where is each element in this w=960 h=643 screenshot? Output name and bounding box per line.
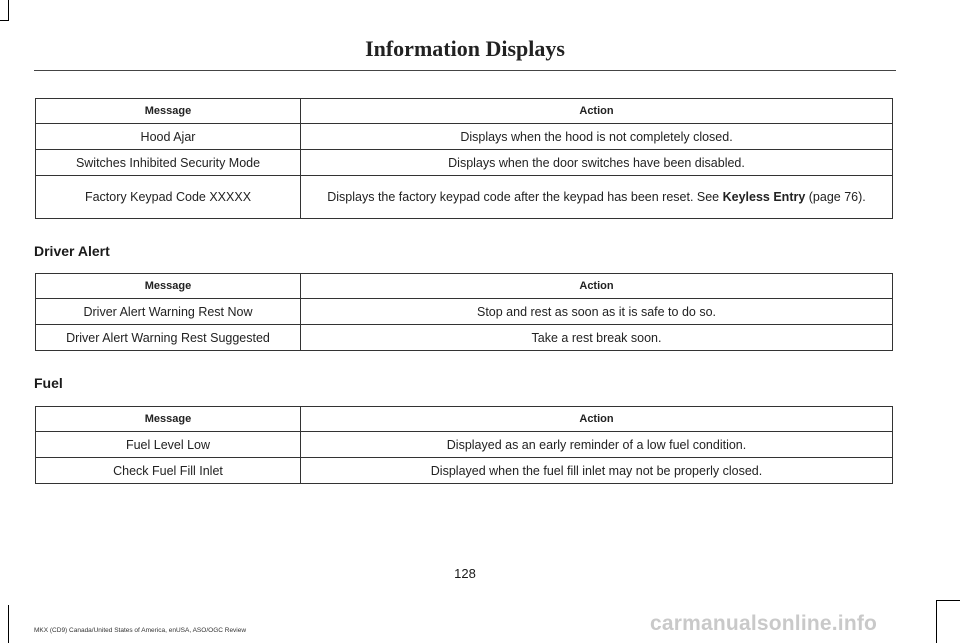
- table-row: [36, 299, 893, 325]
- message-cell: Switches Inhibited Security Mode: [36, 150, 301, 176]
- table-header-row: [36, 99, 893, 124]
- table-row: [36, 176, 893, 219]
- message-cell: Check Fuel Fill Inlet: [36, 458, 301, 484]
- table-row: [36, 432, 893, 458]
- action-cell: Displayed as an early reminder of a low fuel condition.: [301, 432, 893, 458]
- table-row: [36, 325, 893, 351]
- page-title: Information Displays: [365, 36, 565, 61]
- section-heading-fuel: Fuel: [34, 375, 63, 391]
- message-table-fuel: [35, 406, 893, 484]
- title-divider: [34, 70, 896, 71]
- action-cell: Take a rest break soon.: [301, 325, 893, 351]
- document-info: MKX (CD9) Canada/United States of America, enUSA, ASO/OGC Review: [34, 627, 247, 634]
- column-header-message: Message: [36, 407, 301, 432]
- message-cell: Driver Alert Warning Rest Suggested: [36, 325, 301, 351]
- watermark: carmanualsonline.info: [650, 612, 878, 635]
- crop-mark-top-left-h: [0, 20, 9, 21]
- action-cell: Displays when the hood is not completely closed.: [301, 124, 893, 150]
- table-row: [36, 458, 893, 484]
- crop-mark-bottom-right-h: [936, 600, 960, 601]
- column-header-message: Message: [36, 274, 301, 299]
- keyless-entry-link[interactable]: Keyless Entry: [722, 190, 806, 204]
- column-header-message: Message: [36, 99, 301, 124]
- action-cell: Displays when the door switches have been disabled.: [301, 150, 893, 176]
- column-header-action: Action: [301, 274, 893, 299]
- message-cell: Factory Keypad Code XXXXX: [36, 176, 301, 219]
- crop-mark-bottom-right-v: [936, 600, 937, 643]
- message-table-driver-alert: [35, 273, 893, 351]
- table-header-row: [36, 407, 893, 432]
- message-table-general: [35, 98, 893, 219]
- crop-mark-top-left-v: [8, 0, 9, 20]
- page-reference: (page 76).: [805, 190, 866, 204]
- action-text: Displays the factory keypad code after the keypad has been reset. See: [327, 190, 723, 204]
- table-row: [36, 124, 893, 150]
- section-heading-driver-alert: Driver Alert: [34, 243, 110, 259]
- action-cell: [301, 176, 893, 219]
- message-cell: Hood Ajar: [36, 124, 301, 150]
- message-cell: Driver Alert Warning Rest Now: [36, 299, 301, 325]
- column-header-action: Action: [301, 407, 893, 432]
- message-cell: Fuel Level Low: [36, 432, 301, 458]
- table-header-row: [36, 274, 893, 299]
- action-cell: Stop and rest as soon as it is safe to do so.: [301, 299, 893, 325]
- table-row: [36, 150, 893, 176]
- column-header-action: Action: [301, 99, 893, 124]
- action-cell: Displayed when the fuel fill inlet may not be properly closed.: [301, 458, 893, 484]
- page-number: 128: [454, 566, 476, 581]
- crop-mark-bottom-left-v: [8, 605, 9, 643]
